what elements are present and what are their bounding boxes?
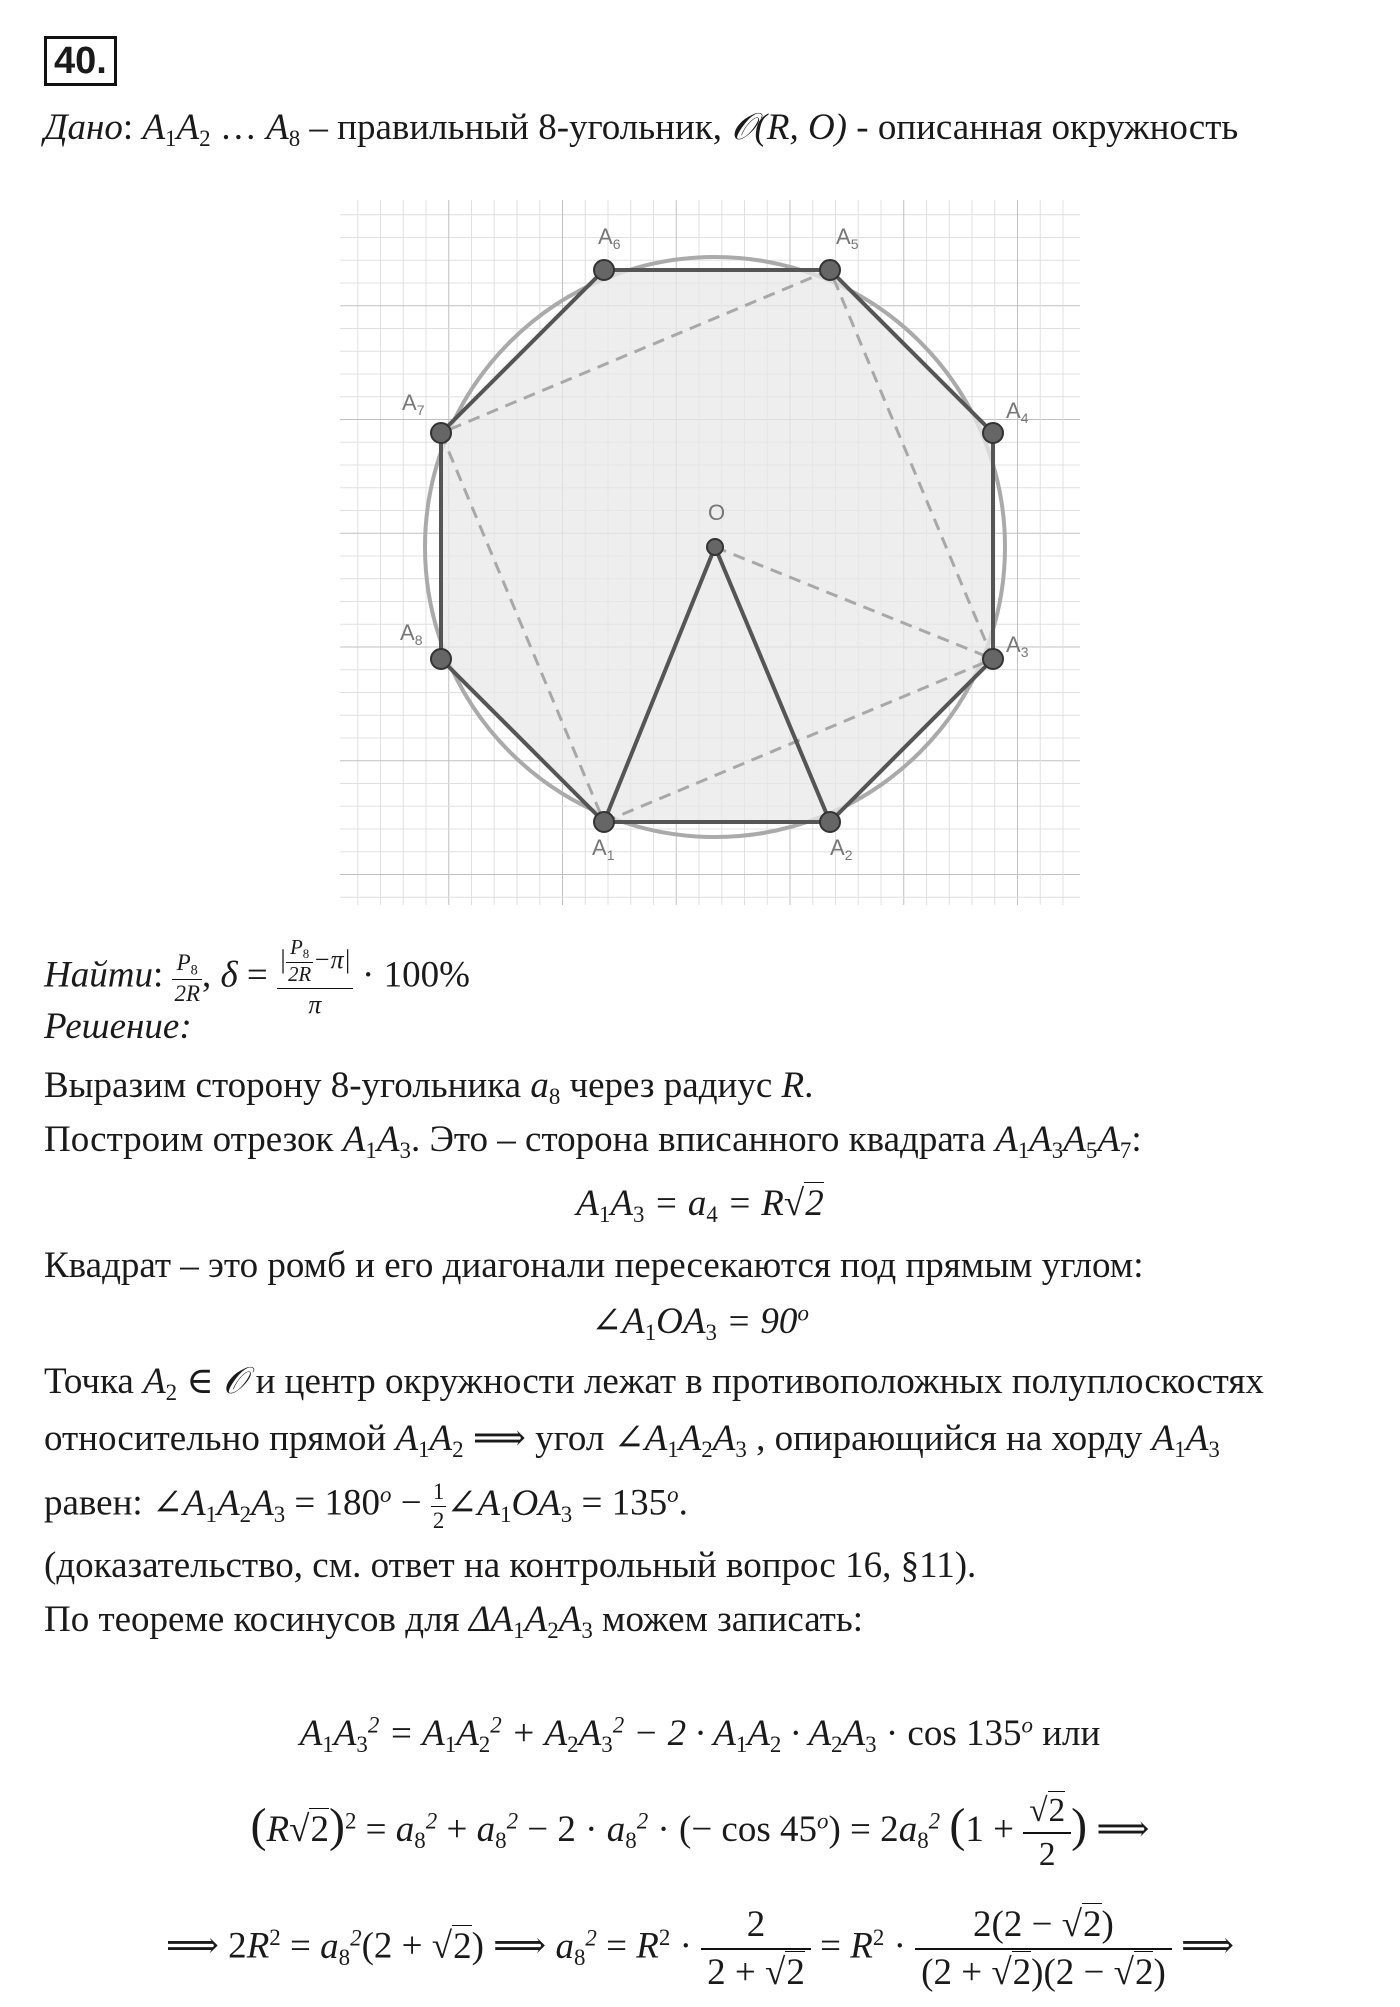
svg-text:A1: $A_1$: [592, 835, 615, 863]
find-line: Найти: $\frac{P_8}{2R}$ , δ = | $\frac{P_8}{2R}$ −π| π · 100%: [44, 937, 470, 1020]
formula-a4: $A_1A_3 = a_4 = R√2$: [576, 1183, 824, 1227]
text-line-6: Точка $A_2$ ∈ 𝒪 и центр окружности лежат в противоположных полуплоскостях: [44, 1361, 1264, 1405]
text-line-9: (доказательство, см. ответ на контрольный вопрос 16, §11).: [44, 1545, 977, 1586]
octagon-figure: [340, 200, 1080, 910]
svg-text:A2: $A_2$: [830, 835, 853, 863]
solution-label: Решение:: [44, 1006, 192, 1047]
given-circle-text: - описанная окружность: [856, 107, 1239, 148]
find-label: Найти: [44, 954, 153, 996]
formula-cosine-law: $A_1A_3^2 = A_1A_2^2 + A_2A_3^2 - 2 \cdot A_1A_2 \cdot A_2A_3 \cdot \cos 135^o$ или: [299, 1712, 1101, 1757]
text-line-4: Квадрат – это ромб и его диагонали пересекаются под прямым углом:: [44, 1245, 1144, 1286]
formula-step-3: ⟹ $2R^2 = a_8^2(2 + √2)$ ⟹ $a_8^2 = R^2$ · $\frac{2}{2 + √2}$ = $R^2$ · $\frac{2(2 - √2)}{(2 + √2)(2 - √2)}$ ⟹: [165, 1904, 1235, 1994]
formula-step-2: $(R√2)^2 = a_8^2 + a_8^2 - 2 \cdot a_8^2$ · (− $\cos 45^o) = 2a_8^2$ (1 + $\frac{√2}{2}$ ) ⟹: [250, 1792, 1150, 1873]
given-circle: 𝒪(R, O): [731, 107, 847, 148]
given-line: Дано: $A_1A_2$ … $A_8$ – правильный 8-угольник, 𝒪(R, O) - описанная окружность: [44, 107, 1239, 151]
find-tail: · 100%: [362, 954, 470, 996]
svg-text:A8: $A_8$: [400, 620, 423, 648]
text-line-1: Выразим сторону 8-угольника $a_8$ через радиус R.: [44, 1065, 814, 1109]
text-line-7: относительно прямой $A_1A_2$ ⟹ угол $\angle A_1A_2A_3$ , опирающийся на хорду $A_1A_3$: [44, 1418, 1220, 1462]
text-line-10: По теореме косинусов для $\Delta A_1A_2A_3$ можем записать:: [44, 1599, 864, 1643]
svg-text:A4: $A_4$: [1006, 398, 1029, 426]
text-line-2: Построим отрезок $A_1A_3$. Это – сторона вписанного квадрата $A_1A_3A_5A_7$:: [44, 1119, 1142, 1163]
text-line-8: равен: $\angle A_1A_2A_3 = 180^o$ − $\frac{1}{2}$ $\angle A_1OA_3 = 135^o$.: [44, 1479, 688, 1533]
formula-angle-90: $\angle A_1OA_3 = 90^o$: [591, 1300, 809, 1345]
svg-text:A6: $A_6$: [598, 224, 621, 252]
svg-text:A7: $A_7$: [402, 390, 425, 418]
svg-text:A5: $A_5$: [836, 224, 859, 252]
center-label: O: [708, 500, 726, 525]
given-label: Дано: [44, 107, 123, 148]
problem-number: 40.: [44, 36, 117, 86]
svg-text:A3: $A_3$: [1006, 632, 1029, 660]
given-polygon-text: – правильный 8-угольник,: [309, 107, 722, 148]
